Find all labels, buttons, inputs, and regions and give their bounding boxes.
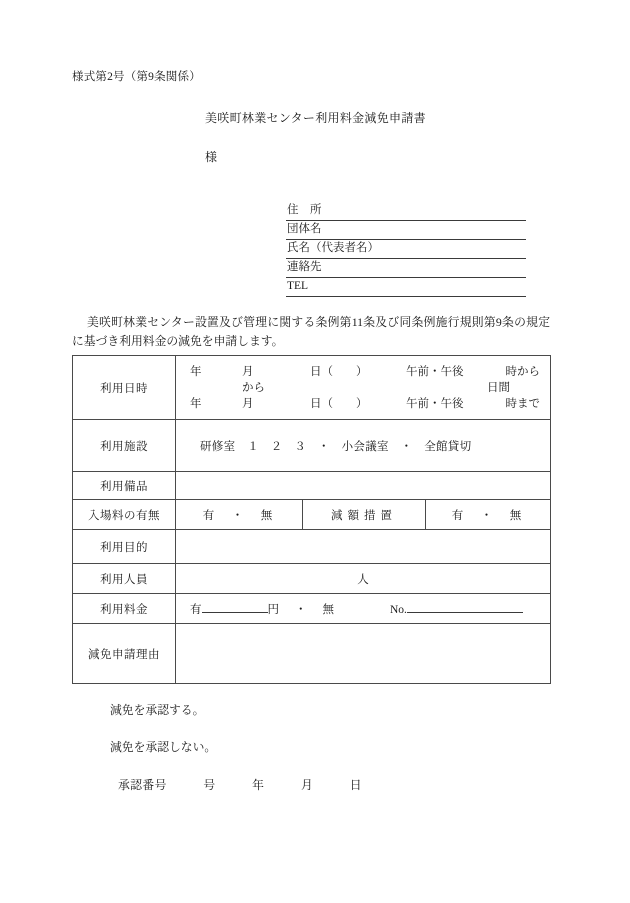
applicant-field-address[interactable]: 住 所: [286, 202, 526, 221]
statement-line-2: に基づき利用料金の減免を申請します。: [72, 334, 284, 348]
datetime-start-line: [190, 364, 540, 380]
applicant-field-name[interactable]: 氏名（代表者名）: [286, 240, 526, 259]
row-label-people: 利用人員: [73, 564, 176, 594]
applicant-block: [286, 202, 526, 297]
start-day: 日（ ）: [310, 365, 368, 378]
row-label-purpose: 利用目的: [73, 530, 176, 564]
table-row-reason: [73, 624, 551, 684]
approval-number-line: 承認番号 号 年 月 日: [118, 778, 362, 792]
approval-deny-line: 減免を承認しない。: [110, 740, 217, 754]
receipt-number-blank[interactable]: [407, 612, 523, 613]
admission-value[interactable]: 有 ・ 無: [176, 500, 303, 530]
page-title: 美咲町林業センター利用料金減免申請書: [205, 111, 426, 125]
end-time: 時まで: [505, 397, 541, 410]
row-value-facility[interactable]: [176, 420, 551, 472]
end-month: 月: [242, 397, 254, 410]
fee-no: 無: [322, 603, 334, 616]
row-label-fee: 利用料金: [73, 594, 176, 624]
fee-amount-blank[interactable]: [202, 612, 268, 613]
statement-line-1: 美咲町林業センター設置及び管理に関する条例第11条及び同条例施行規則第9条の規定: [87, 315, 550, 329]
end-day: 日（ ）: [310, 397, 368, 410]
addressee-suffix: 様: [205, 150, 218, 164]
start-month: 月: [242, 365, 254, 378]
duration-days: 日間: [487, 381, 511, 394]
fee-separator: ・: [295, 603, 307, 616]
row-value-equipment[interactable]: [176, 472, 551, 500]
facility-options: 研修室 １ ２ ３ ・ 小会議室 ・ 全館貸切: [200, 440, 472, 453]
row-label-datetime: 利用日時: [73, 356, 176, 420]
row-value-purpose[interactable]: [176, 530, 551, 564]
start-time: 時から: [505, 365, 541, 378]
people-unit: 人: [357, 573, 369, 586]
table-row-admission: [73, 500, 551, 530]
applicant-field-tel[interactable]: TEL: [286, 278, 526, 297]
receipt-number-label: No.: [390, 603, 407, 616]
table-row-datetime: [73, 356, 551, 420]
table-row-equipment: [73, 472, 551, 500]
start-year: 年: [190, 365, 202, 378]
applicant-field-contact[interactable]: 連絡先: [286, 259, 526, 278]
receipt-number-group: [390, 604, 523, 616]
start-ampm: 午前・午後: [406, 365, 464, 378]
table-row-people: [73, 564, 551, 594]
reduction-value[interactable]: 有 ・ 無: [426, 500, 551, 530]
end-ampm: 午前・午後: [406, 397, 464, 410]
row-value-reason[interactable]: [176, 624, 551, 684]
row-label-equipment: 利用備品: [73, 472, 176, 500]
row-label-admission: 入場料の有無: [73, 500, 176, 530]
row-label-reason: 減免申請理由: [73, 624, 176, 684]
applicant-field-organization[interactable]: 団体名: [286, 221, 526, 240]
end-year: 年: [190, 397, 202, 410]
row-value-datetime[interactable]: [176, 356, 551, 420]
row-value-people[interactable]: [176, 564, 551, 594]
statement-paragraph: [72, 313, 550, 351]
table-row-facility: [73, 420, 551, 472]
datetime-end-line: [190, 396, 540, 412]
middle-spacer: [190, 380, 242, 396]
fee-yes: 有: [190, 603, 202, 616]
row-value-fee[interactable]: [176, 594, 551, 624]
table-row-fee: [73, 594, 551, 624]
reduction-label: 減額措置: [303, 500, 426, 530]
fee-yen: 円: [267, 603, 279, 616]
form-number: 様式第2号（第9条関係）: [72, 71, 201, 83]
approval-approve-line: 減免を承認する。: [110, 703, 205, 717]
row-label-facility: 利用施設: [73, 420, 176, 472]
duration-kara: から: [242, 381, 265, 394]
datetime-middle-line: [190, 380, 540, 396]
table-row-purpose: [73, 530, 551, 564]
application-table: [72, 355, 551, 684]
